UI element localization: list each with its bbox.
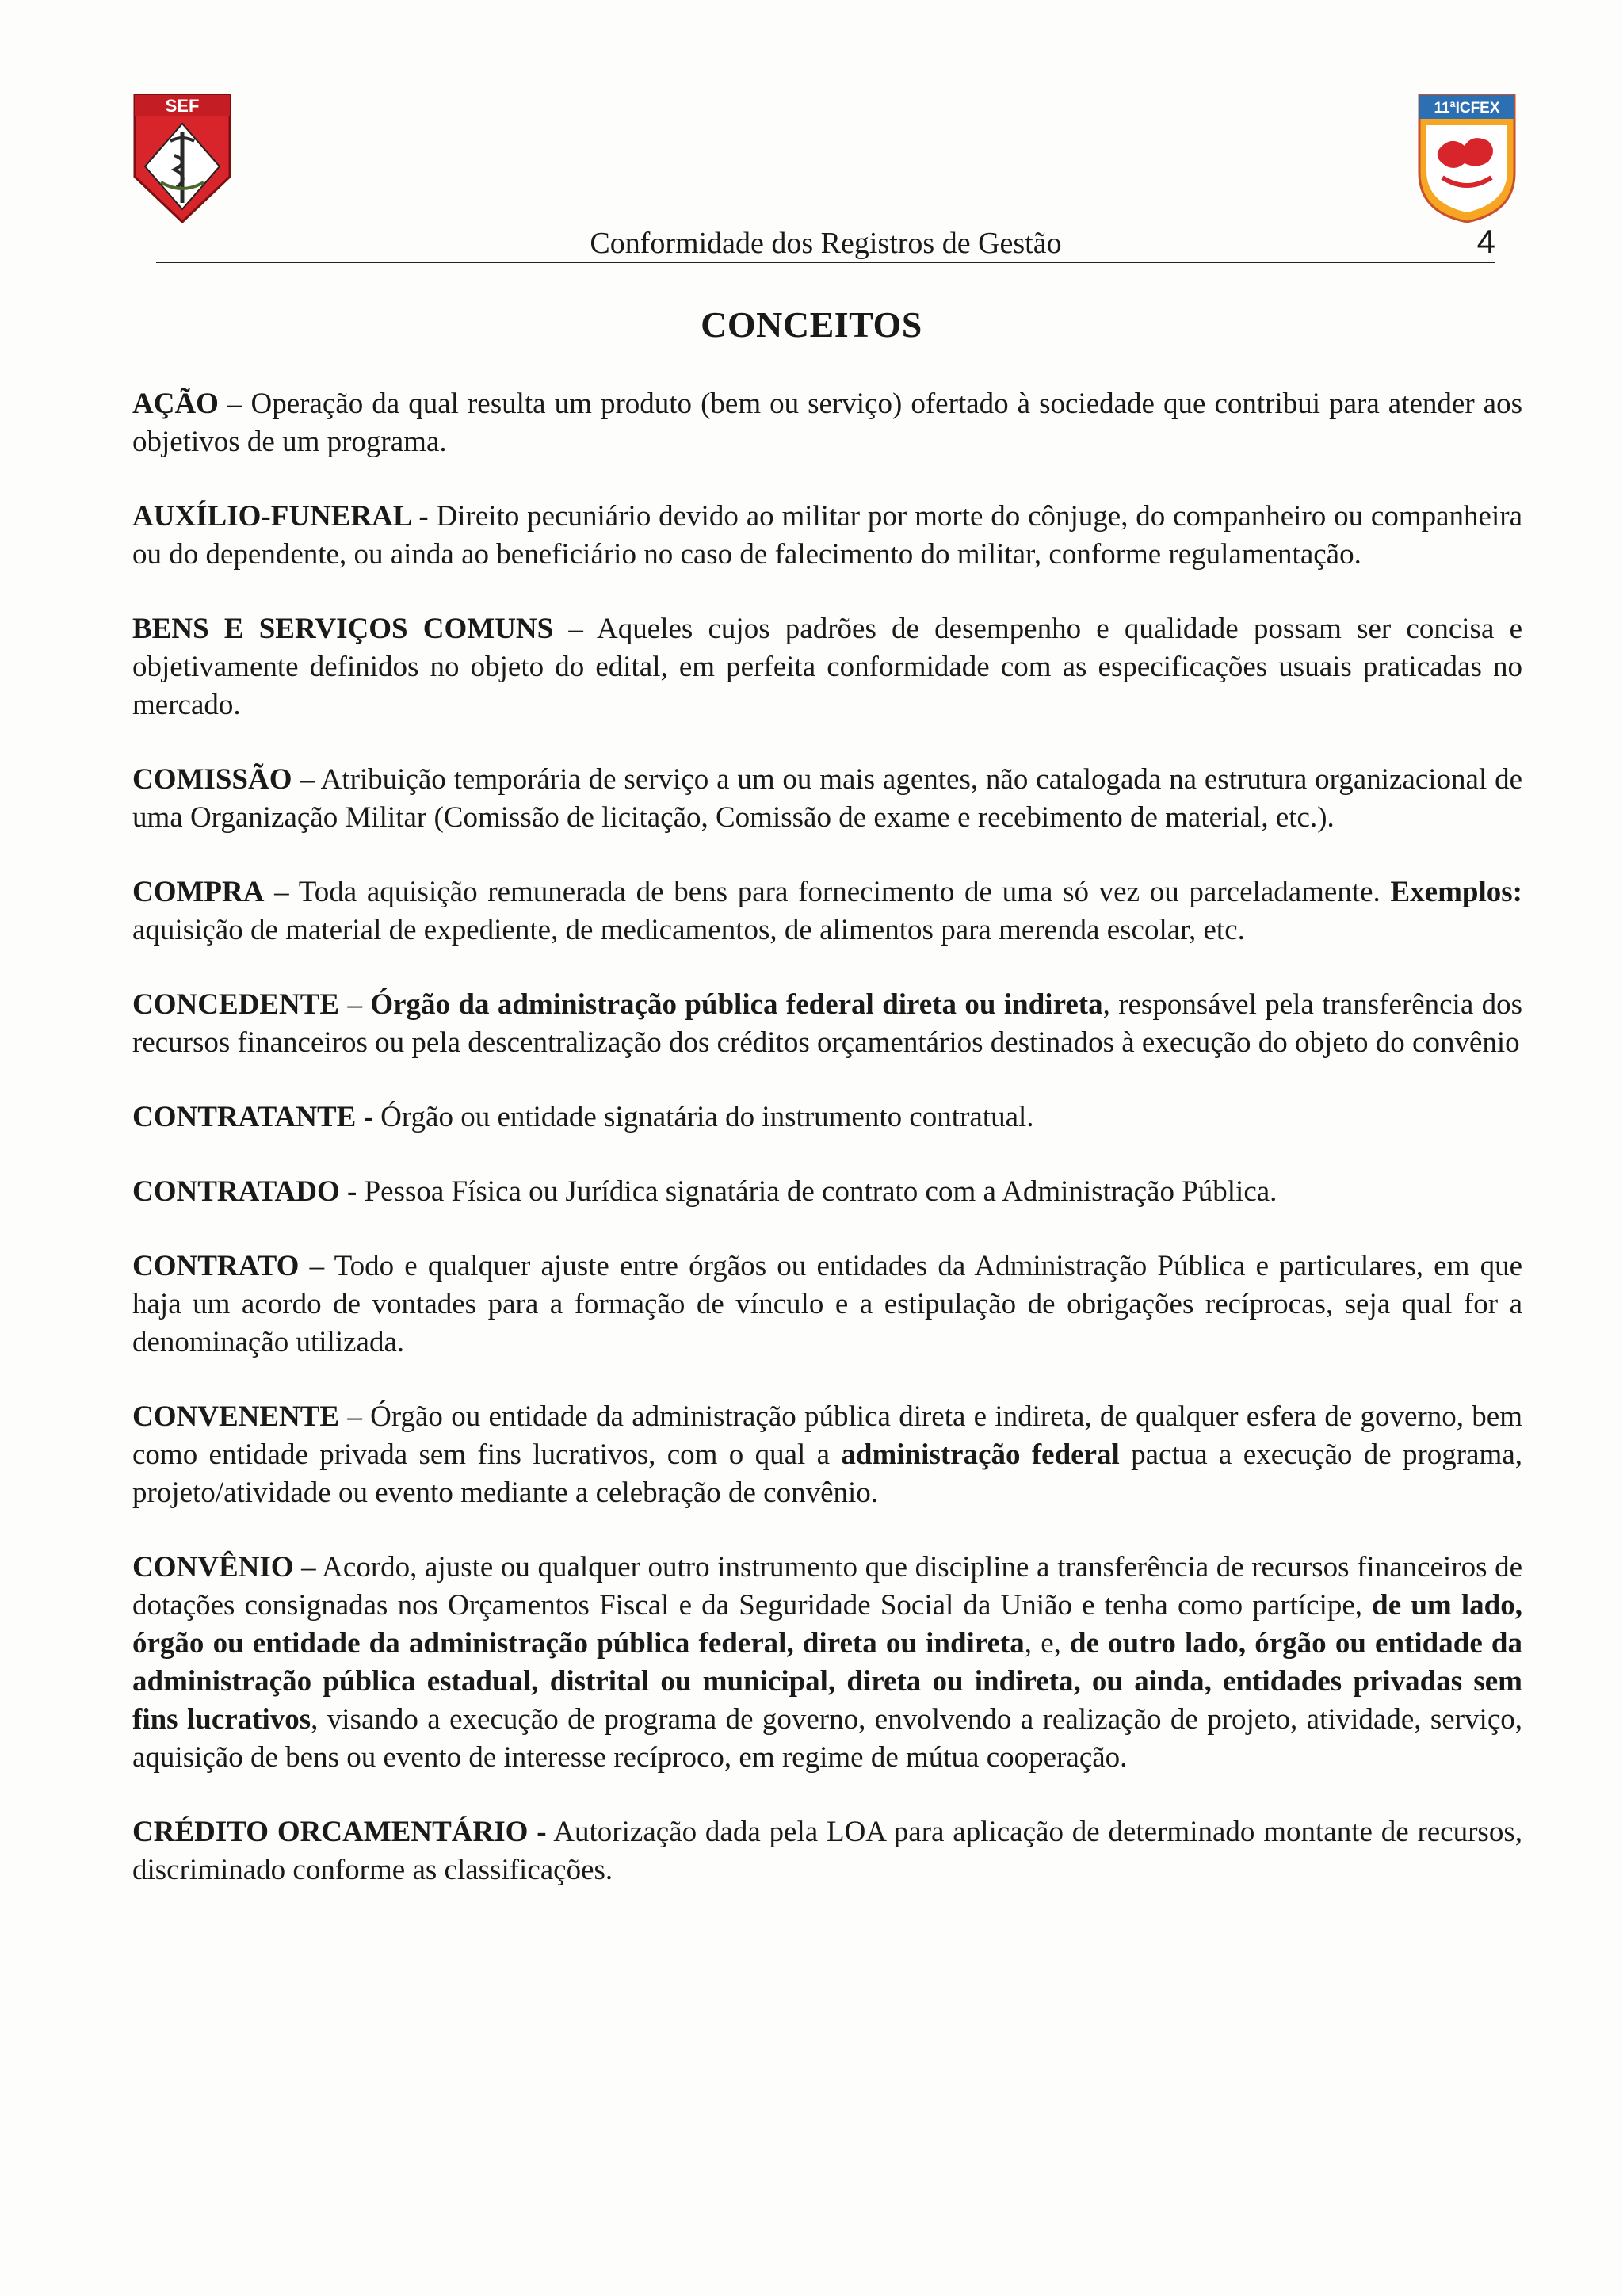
page-number: 4 <box>1476 223 1495 260</box>
definition-entry <box>132 986 1522 1062</box>
definition-entry <box>132 498 1522 574</box>
definition-text: – Operação da qual resulta um produto (bem ou serviço) ofertado à sociedade que contribui para atender aos objetivos de um programa. <box>132 388 1522 458</box>
definition-entry <box>132 385 1522 461</box>
document-title: CONCEITOS <box>701 304 922 345</box>
definition-text: Pessoa Física ou Jurídica signatária de contrato com a Administração Pública. <box>357 1175 1277 1208</box>
definition-text: , responsável pela transferência dos recursos financeiros ou pela descentralização dos créditos orçamentários destinados à execução do objeto do convênio <box>132 988 1523 1059</box>
sef-logo-text: SEF <box>165 96 200 116</box>
definition-term: BENS E SERVIÇOS COMUNS <box>132 613 554 645</box>
definition-term: COMISSÃO <box>132 763 292 796</box>
definition-entry <box>132 1398 1522 1512</box>
definition-entry <box>132 1247 1522 1362</box>
definition-text: pactua a execução de programa, projeto/atividade ou evento mediante a celebração de convênio. <box>132 1438 1522 1509</box>
definition-term: COMPRA <box>132 876 265 908</box>
emphasis-text: de outro lado, órgão ou entidade da administração pública estadual, distrital ou municipal, direta ou indireta, ou ainda, entidades privadas sem fins lucrativos <box>132 1627 1522 1736</box>
definition-text: – Órgão ou entidade da administração pública direta e indireta, de qualquer esfera de governo, bem como entidade privada sem fins lucrativos, com o qual a <box>132 1400 1522 1471</box>
page-header <box>156 223 1495 263</box>
definition-entry <box>132 1173 1522 1211</box>
definition-term: AUXÍLIO-FUNERAL - <box>132 500 429 533</box>
definition-text: , visando a execução de programa de governo, envolvendo a realização de projeto, atividade, serviço, aquisição de bens ou evento de interesse recíproco, em regime de mútua cooperação. <box>132 1703 1522 1774</box>
definition-term: CONVÊNIO <box>132 1551 294 1584</box>
definition-text: , e, <box>1024 1627 1071 1660</box>
definition-entry <box>132 1813 1522 1889</box>
definition-text: – Acordo, ajuste ou qualquer outro instrumento que discipline a transferência de recursos financeiros de dotações consignadas nos Orçamentos Fiscal e da Seguridade Social da União e tenha como partícipe, <box>132 1551 1522 1622</box>
emphasis-text: Exemplos: <box>1390 876 1522 908</box>
definition-entry <box>132 610 1522 724</box>
emphasis-text: administração federal <box>841 1438 1120 1471</box>
definition-text: Órgão ou entidade signatária do instrumento contratual. <box>372 1101 1034 1133</box>
header-title: Conformidade dos Registros de Gestão <box>590 227 1062 260</box>
definition-term: CONTRATANTE - <box>132 1101 373 1133</box>
definition-entry <box>132 1549 1522 1777</box>
definition-term: CONTRATO <box>132 1250 300 1282</box>
definition-text: – Atribuição temporária de serviço a um ou mais agentes, não catalogada na estrutura organizacional de uma Organização Militar (Comissão de licitação, Comissão de exame e recebimento de material, etc.). <box>132 763 1522 834</box>
definition-entry <box>132 1098 1522 1137</box>
definition-entry <box>132 873 1522 949</box>
definition-text: – Aqueles cujos padrões de desempenho e qualidade possam ser concisa e objetivamente definidos no objeto do edital, em perfeita conformidade com as especificações usuais praticadas no mercado. <box>132 613 1522 721</box>
definition-term: CONCEDENTE <box>132 988 340 1021</box>
sef-logo <box>131 94 234 224</box>
definition-term: CONVENENTE <box>132 1400 340 1433</box>
emphasis-text: Órgão da administração pública federal direta ou indireta <box>370 988 1103 1021</box>
icfex-logo <box>1415 94 1518 224</box>
definition-text: – Todo e qualquer ajuste entre órgãos ou entidades da Administração Pública e particulares, em que haja um acordo de vontades para a formação de vínculo e a estipulação de obrigações recíprocas, seja qual for a denominação utilizada. <box>132 1250 1522 1358</box>
emphasis-text: de um lado, órgão ou entidade da administração pública federal, direta ou indireta <box>132 1589 1522 1660</box>
definition-term: CRÉDITO ORCAMENTÁRIO - <box>132 1816 547 1848</box>
definition-text: aquisição de material de expediente, de medicamentos, de alimentos para merenda escolar, etc. <box>132 914 1245 946</box>
definition-text: – <box>339 988 371 1021</box>
icfex-logo-text: 11ªICFEX <box>1434 100 1500 117</box>
definition-term: AÇÃO <box>132 388 219 420</box>
definition-text: Direito pecuniário devido ao militar por morte do cônjuge, do companheiro ou companheira ou do dependente, ou ainda ao beneficiário no caso de falecimento do militar, conforme regulamentação. <box>132 500 1523 571</box>
definition-text: – Toda aquisição remunerada de bens para fornecimento de uma só vez ou parceladamente. <box>264 876 1391 908</box>
definition-entry <box>132 761 1522 837</box>
definition-term: CONTRATADO - <box>132 1175 357 1208</box>
definitions-list <box>132 385 1522 1926</box>
definition-text: Autorização dada pela LOA para aplicação de determinado montante de recursos, discriminado conforme as classificações. <box>132 1816 1522 1886</box>
